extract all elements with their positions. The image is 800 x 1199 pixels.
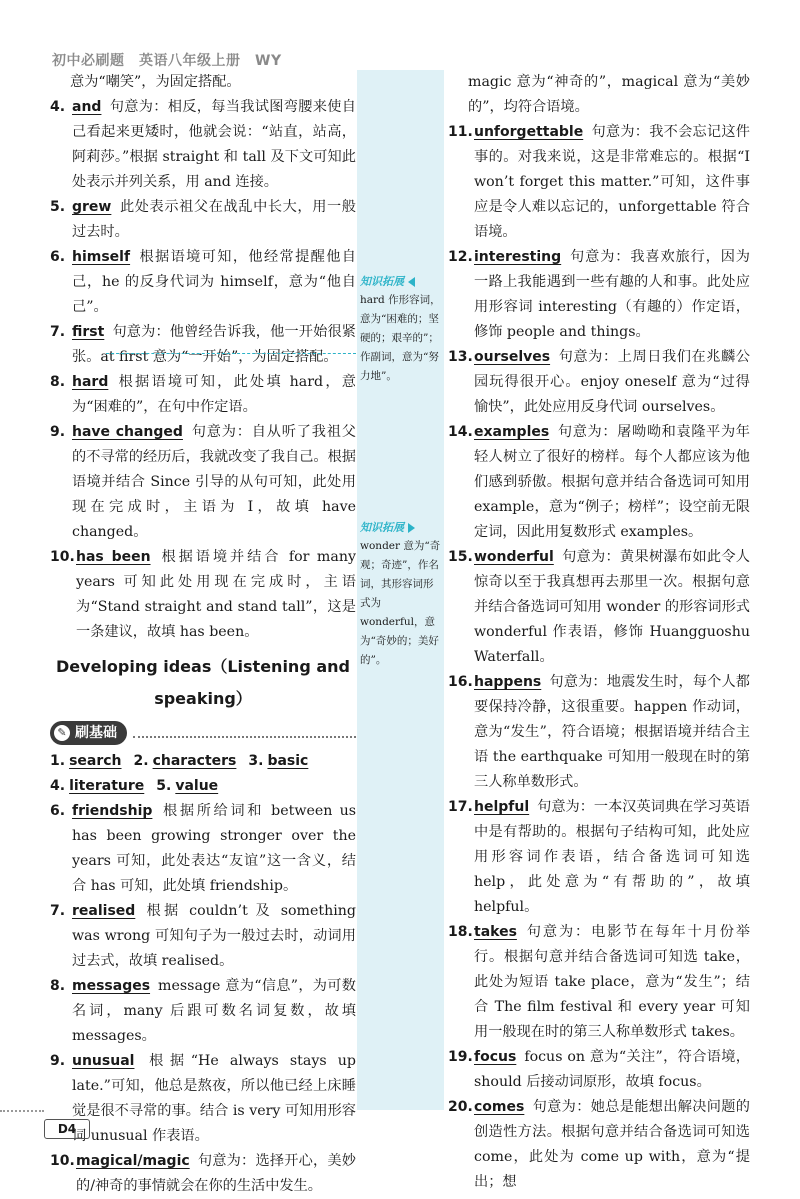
answer-word: friendship	[72, 803, 153, 819]
answer-word: first	[72, 324, 105, 340]
answer-word: characters	[152, 753, 237, 769]
question-number: 14.	[448, 424, 473, 440]
answer-entry	[448, 1095, 750, 1195]
explanation-text: 根据语境并结合 for many years 可知此处用现在完成时，主语为“Stand straight and stand tall”，这是一条建议，故填 has been。	[76, 549, 356, 640]
continuation-text: magic 意为“神奇的”，magical 意为“美妙的”，均符合语境。	[468, 74, 750, 115]
question-number: 17.	[448, 799, 473, 815]
answer-entry	[50, 1149, 356, 1199]
continuation-text: 意为“嘲笑”，为固定搭配。	[70, 74, 241, 90]
answer-entry	[50, 899, 356, 974]
answer-word: unforgettable	[474, 124, 584, 140]
explanation-text: 句意为：选择开心，美妙的/神奇的事情就会在你的生活中发生。	[76, 1153, 356, 1194]
answer-entry	[50, 974, 356, 1049]
answer-word: comes	[474, 1099, 525, 1115]
page-footer-dots	[0, 1110, 44, 1112]
answer-word: happens	[474, 674, 542, 690]
answer-word: and	[72, 99, 102, 115]
side-note-text: wonder 意为“奇观；奇迹”，作名词，其形容词形式为 wonderful，意为“奇妙的；美好的”。	[360, 540, 441, 666]
explanation-text: 句意为：上周日我们在兆麟公园玩得很开心。enjoy oneself 意为“过得愉快”，此处应用反身代词 ourselves。	[474, 349, 750, 415]
answer-entry	[448, 420, 750, 545]
side-note-text: hard 作形容词，意为“困难的；坚硬的；艰辛的”；作副词，意为“努力地”。	[360, 294, 441, 382]
question-number: 8.	[50, 978, 66, 994]
question-number: 6.	[50, 803, 66, 819]
question-number: 10.	[50, 549, 75, 565]
question-number: 20.	[448, 1099, 473, 1115]
explanation-text: message 意为“信息”，为可数名词，many 后跟可数名词复数，故填 messages。	[72, 978, 356, 1044]
explanation-text: 句意为：屠呦呦和袁隆平为年轻人树立了很好的榜样。每个人都应该为他们感到骄傲。根据句意并结合备选词可知用 example，意为“例子；榜样”；设空前无限定词，因此用复数形式 examples。	[474, 424, 750, 540]
explanation-text: 句意为：他曾经告诉我，他一开始很紧张。at first 意为“一开始”，为固定搭配。	[72, 324, 356, 365]
answer-entry	[50, 320, 356, 370]
quick-answers-line	[50, 749, 356, 774]
question-number: 16.	[448, 674, 473, 690]
side-note-title: 知识拓展	[360, 272, 442, 291]
answer-entry	[448, 920, 750, 1045]
answer-word: hard	[72, 374, 109, 390]
answer-word: focus	[474, 1049, 517, 1065]
callout-leader-line	[106, 353, 356, 354]
page-number: D4	[44, 1119, 90, 1139]
explanation-text: 根据语境可知，此处填 hard，意为“困难的”，在句中作定语。	[72, 374, 356, 415]
question-number: 7.	[50, 324, 66, 340]
explanation-text: 句意为：她总是能想出解决问题的创造性方法。根据句意并结合备选词可知选 come，此处为 come up with，意为“提出；想	[474, 1099, 750, 1190]
answer-word: have changed	[72, 424, 183, 440]
answer-word: interesting	[474, 249, 562, 265]
answer-entry	[50, 245, 356, 320]
right-column	[448, 70, 750, 1195]
answer-entry	[448, 120, 750, 245]
arrow-left-icon	[408, 277, 415, 287]
side-note	[360, 518, 442, 670]
answer-word: himself	[72, 249, 131, 265]
answer-entry	[50, 195, 356, 245]
answer-entry	[50, 799, 356, 899]
answer-word: messages	[72, 978, 151, 994]
question-number: 4.	[50, 99, 66, 115]
explanation-text: 句意为：我喜欢旅行，因为一路上我能遇到一些有趣的人和事。此处应用形容词 interesting（有趣的）作定语，修饰 people and things。	[474, 249, 750, 340]
question-number: 9.	[50, 424, 66, 440]
question-number: 6.	[50, 249, 66, 265]
answer-entry	[448, 545, 750, 670]
practice-badge: ✎ 刷基础	[50, 721, 127, 745]
answer-word: basic	[267, 753, 309, 769]
question-number: 2.	[133, 753, 149, 769]
question-number: 12.	[448, 249, 473, 265]
section-title: Developing ideas（Listening and speaking）	[56, 657, 350, 708]
question-number: 7.	[50, 903, 66, 919]
answer-word: has been	[76, 549, 151, 565]
arrow-right-icon	[408, 523, 415, 533]
question-number: 18.	[448, 924, 473, 940]
explanation-text: 句意为：黄果树瀑布如此令人惊奇以至于我真想再去那里一次。根据句意并结合备选词可知用 wonder 的形容词形式 wonderful 作表语，修饰 Huangguoshu Waterfall。	[474, 549, 750, 665]
answer-word: ourselves	[474, 349, 551, 365]
answer-word: wonderful	[474, 549, 554, 565]
answer-entry	[50, 95, 356, 195]
question-number: 15.	[448, 549, 473, 565]
explanation-text: 句意为：相反，每当我试图弯腰来使自己看起来更矮时，他就会说：“站直，站高，阿莉莎。”根据 straight 和 tall 及下文可知此处表示并列关系，用 and 连接。	[72, 99, 356, 190]
quick-answers-line	[50, 774, 356, 799]
answer-word: magical/magic	[76, 1153, 190, 1169]
answer-word: unusual	[72, 1053, 135, 1069]
explanation-text: 根据所给词和 between us has been growing stronger over the years 可知，此处表达“友谊”这一含义，结合 has 可知，此处填 friendship。	[72, 803, 356, 894]
left-column	[50, 70, 356, 1199]
side-note-title: 知识拓展	[360, 518, 442, 537]
question-number: 11.	[448, 124, 473, 140]
explanation-text: 根据 couldn’t 及 something was wrong 可知句子为一般过去时，动词用过去式，故填 realised。	[72, 903, 356, 969]
question-number: 5.	[50, 199, 66, 215]
question-number: 8.	[50, 374, 66, 390]
answer-entry	[448, 670, 750, 795]
explanation-text: 句意为：自从听了我祖父的不寻常的经历后，我就改变了我自己。根据语境并结合 Since 引导的从句可知，此处用现在完成时，主语为 I，故填 have changed。	[72, 424, 356, 540]
answer-word: search	[69, 753, 122, 769]
badge-row	[50, 721, 356, 745]
question-number: 1.	[50, 753, 66, 769]
answer-word: grew	[72, 199, 112, 215]
question-number: 10.	[50, 1153, 75, 1169]
answer-entry	[50, 1049, 356, 1149]
answer-entry	[448, 345, 750, 420]
answer-entry	[50, 370, 356, 420]
pen-icon: ✎	[54, 725, 70, 741]
answer-word: takes	[474, 924, 517, 940]
explanation-text: 句意为：地震发生时，每个人都要保持冷静，这很重要。happen 作动词，意为“发生”，符合语境；根据语境并结合主语 the earthquake 可知用一般现在时的第三人称单数形式。	[474, 674, 750, 790]
answer-word: realised	[72, 903, 136, 919]
explanation-text: 句意为：电影节在每年十月份举行。根据句意并结合备选词可知选 take，此处为短语 take place，意为“发生”；结合 The film festival 和 every year 可知用一般现在时的第三人称单数形式 takes。	[474, 924, 750, 1040]
answer-word: helpful	[474, 799, 530, 815]
running-header: 初中必刷题 英语八年级上册 WY	[52, 53, 282, 69]
answer-word: literature	[69, 778, 145, 794]
answer-entry	[448, 1045, 750, 1095]
answer-word: examples	[474, 424, 550, 440]
side-note	[360, 272, 442, 386]
explanation-text: 句意为：一本汉英词典在学习英语中是有帮助的。根据句子结构可知，此处应用形容词作表语，结合备选词可知选 help，此处意为“有帮助的”，故填 helpful。	[474, 799, 750, 915]
explanation-text: focus on 意为“关注”，符合语境，should 后接动词原形，故填 focus。	[474, 1049, 750, 1090]
explanation-text: 根据语境可知，他经常提醒他自己，he 的反身代词为 himself，意为“他自己”。	[72, 249, 356, 315]
answer-entry	[50, 420, 356, 545]
question-number: 19.	[448, 1049, 473, 1065]
question-number: 9.	[50, 1053, 66, 1069]
question-number: 4.	[50, 778, 66, 794]
question-number: 5.	[156, 778, 172, 794]
answer-entry	[448, 795, 750, 920]
explanation-text: 句意为：我不会忘记这件事的。对我来说，这是非常难忘的。根据“I won’t forget this matter.”可知，这件事应是令人难以忘记的，unforgettable 符合语境。	[474, 124, 750, 240]
explanation-text: 根据“He always stays up late.”可知，他总是熬夜，所以他已经上床睡觉是很不寻常的事。结合 is very 可知用形容词 unusual 作表语。	[72, 1053, 356, 1144]
answer-word: value	[175, 778, 219, 794]
answer-entry	[448, 245, 750, 345]
dotted-divider	[133, 728, 356, 738]
question-number: 13.	[448, 349, 473, 365]
answer-entry	[50, 545, 356, 645]
explanation-text: 此处表示祖父在战乱中长大，用一般过去时。	[72, 199, 356, 240]
question-number: 3.	[248, 753, 264, 769]
